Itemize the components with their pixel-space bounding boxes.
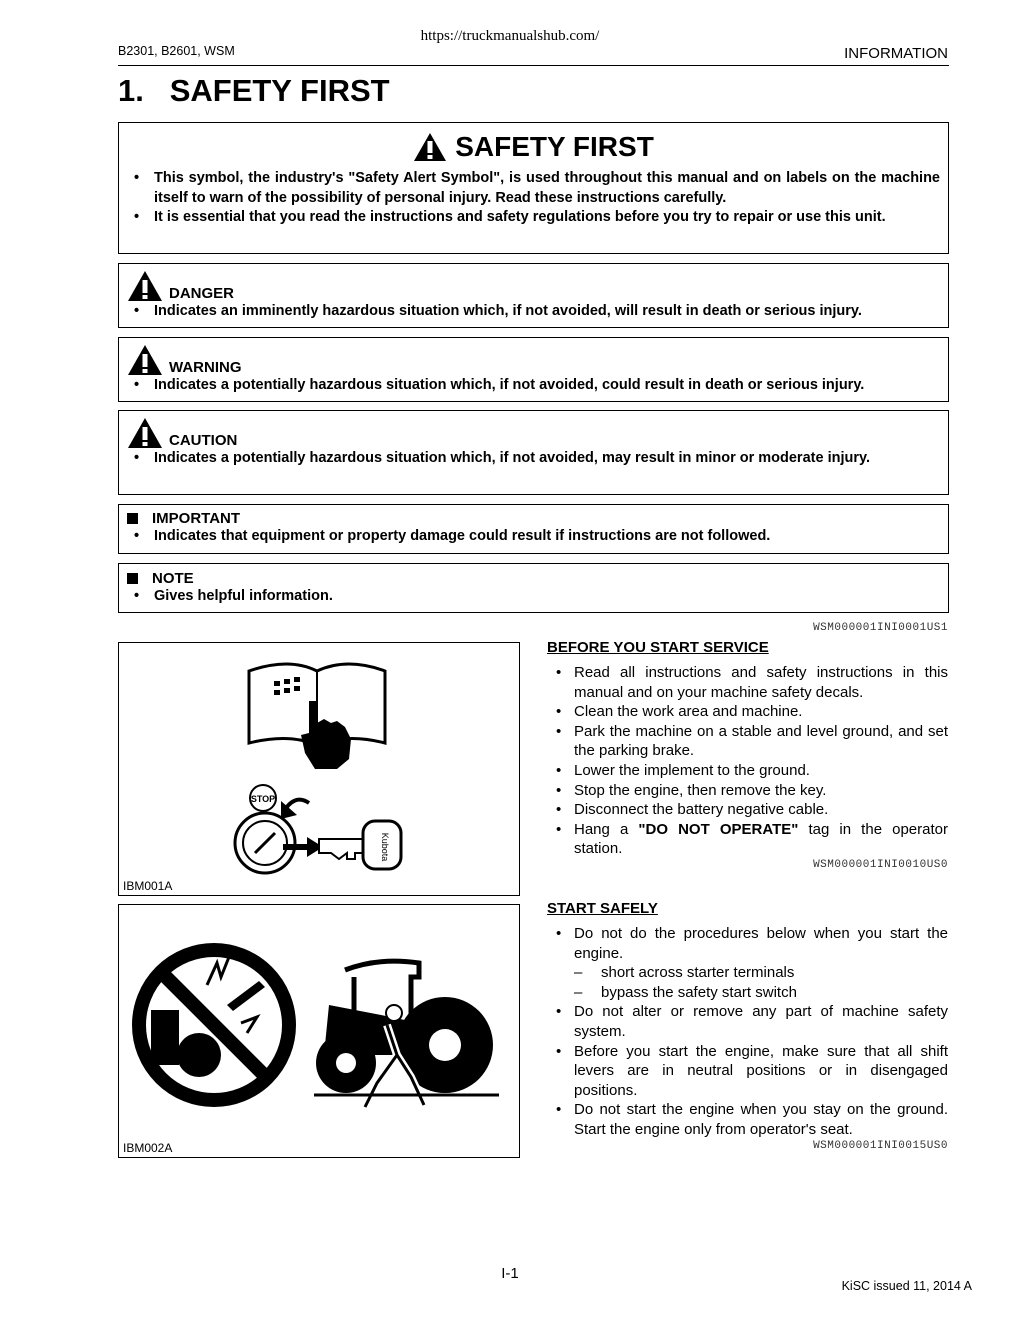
safety-first-box [118,122,949,254]
caution-box [118,410,949,495]
source-url: https://truckmanualshub.com/ [420,28,600,44]
header-rule [118,65,949,66]
warning-head [127,344,948,376]
issue-note: KiSC issued 11, 2014 A [841,1279,972,1293]
safety-first-title-row [119,131,948,163]
list-item-text: Hang a [574,820,639,838]
list-item [547,820,948,859]
list-item-text: Do not do the procedures below when you start the engine. [574,925,948,962]
list-item: • Indicates a potentially hazardous situation which, if not avoided, could result in death or serious injury. [119,376,940,396]
important-head [119,510,948,527]
danger-head [127,270,948,302]
section-title: START SAFELY [547,900,658,917]
list-item: • Park the machine on a stable and level ground, and set the parking brake. [547,722,948,761]
list-item: • Indicates an imminently hazardous situation which, if not avoided, will result in death or serious injury. [119,302,940,322]
sub-list [574,963,948,1002]
note-box [118,563,949,613]
page-title: 1. SAFETY FIRST [118,73,390,108]
list-item: • This symbol, the industry's "Safety Alert Symbol", is used throughout this manual and on labels on the machine itself to warn of the possibility of personal injury. Read these instructions carefully. [119,169,940,208]
start-safely-section [547,900,948,1152]
start-safely-list [547,924,948,1140]
warning-label: WARNING [169,359,242,376]
caution-list [119,449,948,469]
warning-alert-icon [127,344,163,376]
figure-label: IBM002A [123,1141,173,1155]
list-item: • It is essential that you read the instructions and safety regulations before you try to repair or use this unit. [119,208,940,228]
before-service-section [547,639,948,871]
header-model: B2301, B2601, WSM [118,44,235,58]
important-label: IMPORTANT [152,510,241,527]
danger-alert-icon [127,270,163,302]
before-service-list [547,663,948,859]
list-item: • Indicates that equipment or property damage could result if instructions are not followed. [119,527,948,547]
danger-list [119,302,948,322]
ref-code: WSM000001INI0015US0 [813,1139,948,1152]
start-safely-illustration [119,905,519,1141]
list-item [547,924,948,1002]
square-bullet-icon [127,573,138,584]
figure-label: IBM001A [123,879,173,893]
header-section: INFORMATION [844,45,948,62]
list-item: • Clean the work area and machine. [547,702,948,722]
warning-list [119,376,948,396]
list-item: • Stop the engine, then remove the key. [547,781,948,801]
square-bullet-icon [127,513,138,524]
note-list [119,587,948,607]
important-list [119,527,948,547]
sub-list-item: – short across starter terminals [574,963,948,983]
section-title: BEFORE YOU START SERVICE [547,639,769,656]
safety-alert-icon [413,132,447,162]
note-head [119,570,948,587]
figure-ibm001a [118,642,520,896]
list-item: • Gives helpful information. [119,587,948,607]
caution-head [127,417,948,449]
important-box [118,504,949,554]
danger-label: DANGER [169,285,235,302]
caution-alert-icon [127,417,163,449]
list-item: • Lower the implement to the ground. [547,761,948,781]
list-item-bold-text: "DO NOT OPERATE" [638,820,799,838]
safety-first-list [119,169,948,228]
caution-label: CAUTION [169,432,238,449]
stop-sign-text: STOP [250,794,276,804]
ref-code: WSM000001INI0010US0 [813,858,948,871]
list-item: • Indicates a potentially hazardous situation which, if not avoided, may result in minor or moderate injury. [119,449,940,469]
sub-list-item: – bypass the safety start switch [574,983,948,1003]
danger-box [118,263,949,328]
list-item: • Do not start the engine when you stay on the ground. Start the engine only from operator's seat. [547,1100,948,1139]
list-item-text: tag in the operator station. [574,820,948,858]
figure-ibm002a [118,904,520,1158]
safety-first-title: SAFETY FIRST [455,131,654,162]
key-brand-text: Kubota [380,832,390,862]
page-number: I-1 [501,1265,519,1282]
ref-code: WSM000001INI0001US1 [813,622,948,634]
list-item: • Before you start the engine, make sure that all shift levers are in neutral positions or in disengaged positions. [547,1042,948,1101]
read-manual-and-key-illustration [119,643,519,879]
note-label: NOTE [152,570,194,587]
list-item: • Read all instructions and safety instructions in this manual and on your machine safety decals. [547,663,948,702]
warning-box [118,337,949,402]
list-item: • Disconnect the battery negative cable. [547,800,948,820]
list-item: • Do not alter or remove any part of machine safety system. [547,1002,948,1041]
